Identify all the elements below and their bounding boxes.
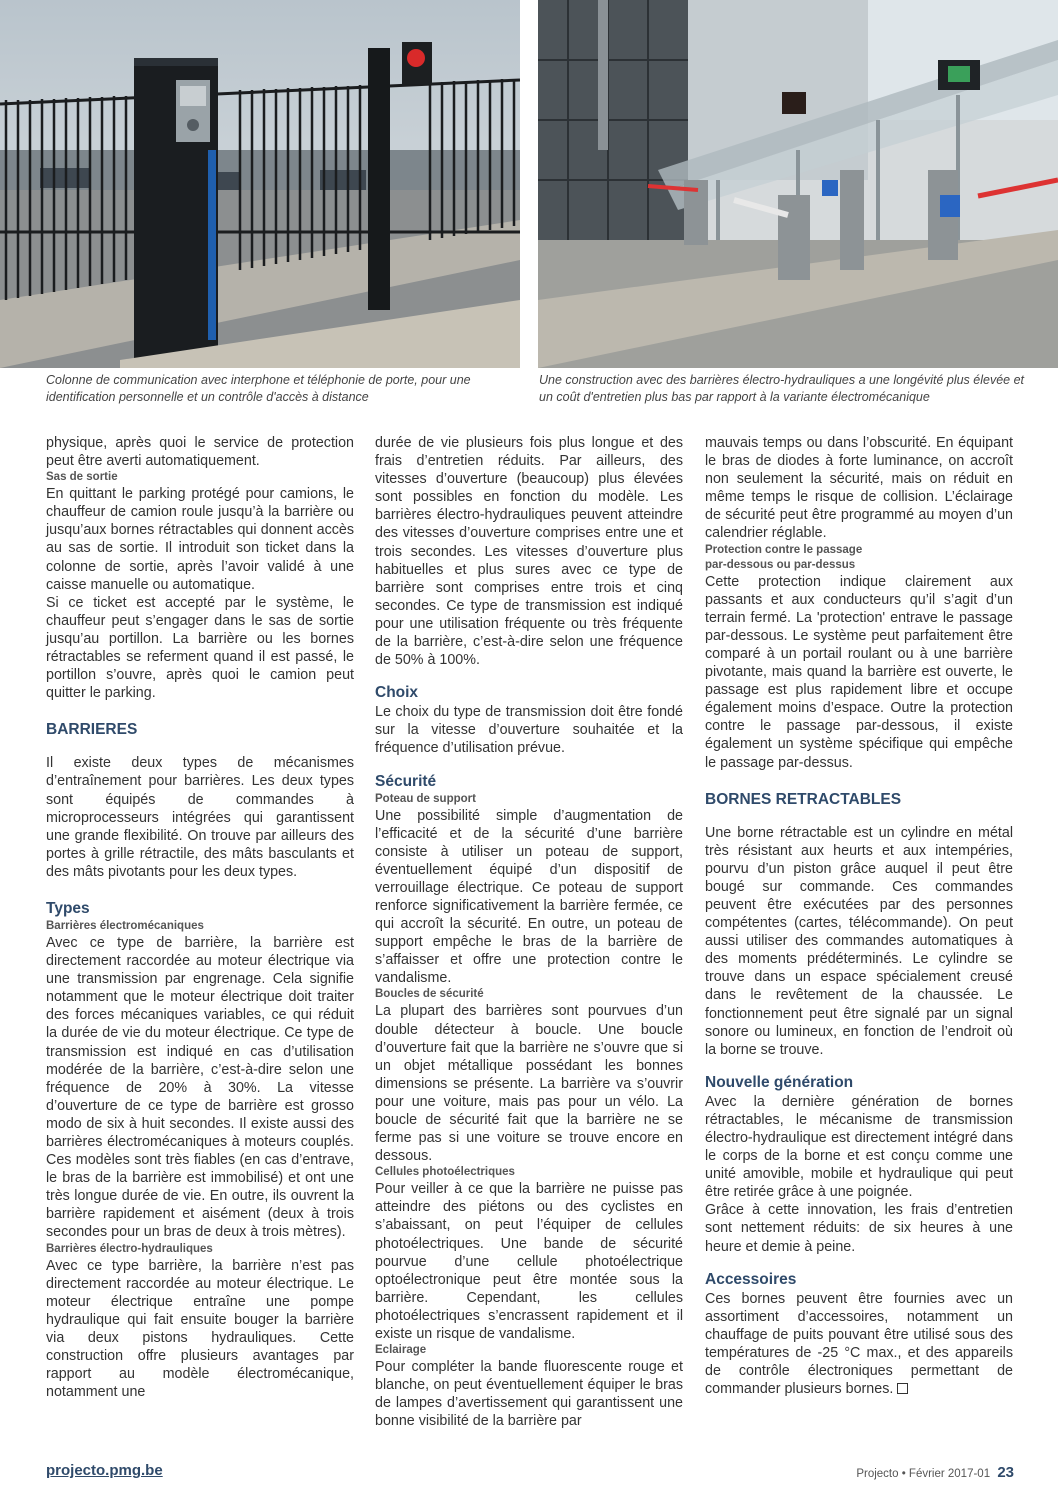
paragraph: Avec ce type barrière, la barrière n’est pas directement raccordée au moteur électrique. Le moteur électrique entraîne une pompe hydraulique qui fait ensuite bouger la barrière via deux pistons hydrauliques. Cette construction offre plusieurs avantages par rapport au modèle électromécanique, notamment une [46, 1257, 354, 1401]
heading-accessoires: Accessoires [705, 1270, 797, 1288]
footer-website-link[interactable]: projecto.pmg.be [46, 1462, 163, 1479]
photo-barriers-illustration [538, 0, 1058, 368]
paragraph: En quittant le parking protégé pour camions, le chauffeur de camion roule jusqu’à la barrière ou jusqu’aux bornes rétractables qui donnent accès au sas de sortie. Il introduit son ticket dans la colonne de sortie, après l’avoir validé à une caisse manuelle ou automatique. [46, 486, 354, 593]
paragraph: Une borne rétractable est un cylindre en métal très résistant aux heurts et aux intempéries, pourvu d’un piston grâce auquel il peut être bougé sur commande. Ces commandes peuvent être exécutées par des personnes compétentes (cartes, télécommande). On peut aussi utiliser des commandes automatiques à des moments prédéterminés. Le cylindre se trouve dans un espace spécialement creusé dans le revêtement de la chaussée. Le fonctionnement peut être signalé par un signal sonore ou lumineux, en fonction de l’endroit où la borne se trouve. [705, 824, 1013, 1058]
paragraph: durée de vie plusieurs fois plus longue et des frais d’entretien réduits. Par ailleurs, des vitesses d’ouverture (beaucoup) plus élevées sont possibles en fonction du modèle. Les barrières électro-hydrauliques peuvent atteindre des vitesses d’ouverture comprises entre une et trois secondes. Les vitesses d’ouverture plus habituelles et plus sures avec ce type de barrière sont comprises entre trois et cinq secondes. Ce type de transmission est indiqué pour une utilisation fréquente ou très fréquente de la barrière, c’est-à-dire selon une fréquence de 50% à 100%. [375, 435, 683, 669]
paragraph: mauvais temps ou dans l’obscurité. En équipant le bras de diodes à forte luminance, on accroît non seulement la sécurité, mais on réduit en même temps le risque de collision. L’éclairage de sécurité peut être programmé au moyen d’un calendrier réglable. [705, 435, 1013, 542]
caption-communication-column: Colonne de communication avec interphone et téléphonie de porte, pour une identification personnelle et un contrôle d'accès à distance [46, 373, 471, 404]
text-column-3 [705, 434, 1013, 1398]
page-number: 23 [997, 1464, 1014, 1481]
paragraph: Grâce à cette innovation, les frais d’entretien sont nettement réduits: de six heures à une heure et demie à peine. [705, 1202, 1013, 1255]
paragraph: Avec ce type de barrière, la barrière est directement raccordée au moteur électrique via une transmission par engrenage. Cela signifie notamment que le moteur électrique doit traiter des forces mécaniques variables, ce qui réduit la durée de vie du moteur électrique. Ce type de transmission est indiqué en cas d’utilisation modérée de la barrière, c’est-à-dire selon une fréquence de 20% à 30%. La vitesse d’ouverture de ce type de barrière est grosso modo de six à huit secondes. Il existe aussi des barrières électromécaniques à moteurs couplés. Ces modèles sont très fiables (en cas d’entrave, le bras de la barrière est immobilisé) et ont une très longue durée de vie. En outre, ils ouvrent la barrière rapidement et aisément (deux à trois secondes pour un bras de deux à trois mètres). [46, 934, 354, 1241]
photo-gate-illustration [0, 0, 520, 368]
subheading-protection-line-1: Protection contre le passage [705, 543, 863, 556]
heading-nouvelle-generation: Nouvelle génération [705, 1073, 854, 1091]
paragraph: Pour veiller à ce que la barrière ne puisse pas atteindre des piétons ou des cyclistes en s’abaissant, on peut l’équiper de cellules photoélectriques. Une bande de sécurité pourvue d’une cellule photoélectrique optoélectronique peut être montée sous la barrière. Cependant, les cellules photoélectriques s’encrassent rapidement et il existe un risque de vandalisme. [375, 1181, 683, 1343]
subheading-barrieres-electro-hydrauliques: Barrières électro-hydrauliques [46, 1242, 213, 1255]
heading-types: Types [46, 899, 90, 917]
paragraph: Le choix du type de transmission doit être fondé sur la vitesse d’ouverture souhaitée et la fréquence d’utilisation prévue. [375, 704, 683, 757]
paragraph: Cette protection indique clairement aux passants et aux conducteurs qu’il s’agit d’un terrain fermé. La 'protection' entrave le passage par-dessous. Le système peut parfaitement être comparé à un portail roulant ou à une barrière pivotante, mais quand la barrière est ouverte, le passage est plus rapidement libre et occupe également moins d’espace. Outre la protection contre le passage par-dessous, il existe également un système spécifique qui empêche le passage par-dessus. [705, 573, 1013, 771]
photo-communication-column [0, 0, 520, 368]
subheading-boucles-de-securite: Boucles de sécurité [375, 988, 484, 1001]
heading-bornes-retractables: BORNES RETRACTABLES [705, 790, 902, 808]
subheading-cellules-photoelectriques: Cellules photoélectriques [375, 1166, 515, 1179]
footer-issue-label: Projecto • Février 2017-01 [856, 1468, 991, 1480]
subheading-eclairage: Eclairage [375, 1344, 427, 1357]
heading-barrieres: BARRIERES [46, 721, 138, 739]
paragraph-final [705, 1290, 1013, 1399]
paragraph: La plupart des barrières sont pourvues d’un double détecteur à boucle. Une boucle d’ouverture fait que la barrière ne s’ouvre que si un objet métallique possédant les bonnes dimensions se présente. La barrière va s’ouvrir pour une voiture, mais pas pour un vélo. La boucle de sécurité fait que la barrière ne se ferme pas si une voiture se trouve encore en dessous. [375, 1003, 683, 1165]
caption-hydraulic-barriers: Une construction avec des barrières électro-hydrauliques a une longévité plus élevée et un coût d'entretien plus bas par rapport à la variante électromécanique [539, 373, 1025, 404]
subheading-barrieres-electromecaniques: Barrières électromécaniques [46, 919, 204, 932]
heading-choix: Choix [375, 684, 419, 702]
subheading-protection-line-2: par-dessous ou par-dessus [705, 558, 856, 571]
paragraph: Pour compléter la bande fluorescente rouge et blanche, on peut éventuellement équiper le bras de lampes d’avertissement qui garantissent une bonne visibilité de la barrière par [375, 1359, 683, 1430]
subheading-sas-de-sortie: Sas de sortie [46, 471, 118, 484]
end-of-article-icon [897, 1383, 908, 1394]
subheading-poteau-de-support: Poteau de support [375, 792, 476, 805]
paragraph: Une possibilité simple d’augmentation de l’efficacité et de la sécurité d’une barrière consiste à utiliser un poteau de support, éventuellement équipé d’un dispositif de verrouillage électrique. Ce poteau de support renforce significativement la barrière fermée, ce qui accroît la sécurité. En outre, un poteau de support empêche le bras de la barrière de s’affaisser et offre une protection contre le vandalisme. [375, 807, 683, 987]
paragraph: Avec la dernière génération de bornes rétractables, le mécanisme de transmission électro-hydraulique est directement intégré dans le corps de la borne et est conçu comme une unité amovible, mobile et hydraulique qui peut être retirée grâce à une poignée. [705, 1093, 1013, 1201]
heading-securite: Sécurité [375, 772, 437, 790]
text-column-1 [46, 434, 354, 1401]
paragraph: physique, après quoi le service de protection peut être averti automatiquement. [46, 435, 354, 470]
photo-hydraulic-barriers [538, 0, 1058, 368]
footer-issue [856, 1464, 1014, 1481]
text-column-2 [375, 434, 683, 1431]
paragraph: Si ce ticket est accepté par le système, le chauffeur peut s’engager dans le sas de sortie jusqu’au portillon. La barrière ou les bornes rétractables se referment quand il est passé, le portillon s’ouvre, après quoi le camion peut quitter le parking. [46, 594, 354, 702]
paragraph: Il existe deux types de mécanismes d’entraînement pour barrières. Les deux types sont équipés de commandes à microprocesseurs intégrées qui garantissent une grande flexibilité. On trouve par ailleurs des portes à grille rétractile, des mâts basculants et des mâts pivotants pour les deux types. [46, 755, 354, 880]
paragraph-text: Ces bornes peuvent être fournies avec un assortiment d’accessoires, notamment un chauffage de puits pouvant être utilisé sous des températures de -25 °C max., et des appareils de contrôle électroniques permettant de commander plusieurs bornes. [705, 1290, 1013, 1398]
